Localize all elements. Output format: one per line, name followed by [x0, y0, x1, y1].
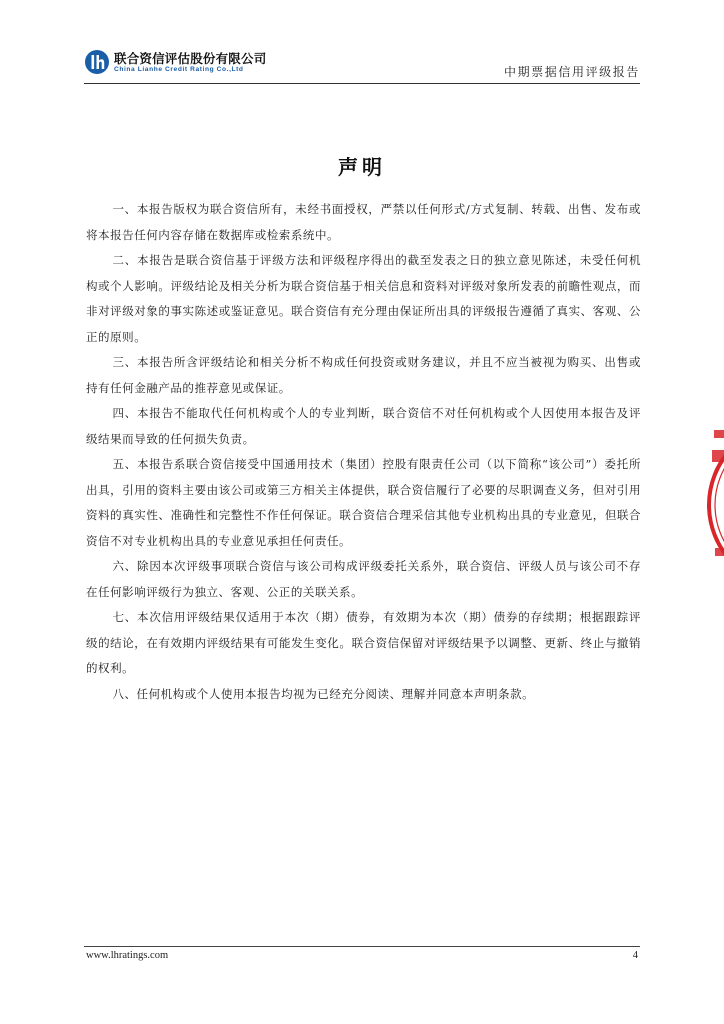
- red-seal-stamp-icon: [706, 420, 724, 590]
- declaration-item-6: 六、除因本次评级事项联合资信与该公司构成评级委托关系外，联合资信、评级人员与该公司不存在任何影响评级行为独立、客观、公正的关联关系。: [86, 559, 641, 599]
- declaration-item-2: 二、本报告是联合资信基于评级方法和评级程序得出的截至发表之日的独立意见陈述，未受任何机构或个人影响。评级结论及相关分析为联合资信基于相关信息和资料对评级对象所发表的前瞻性观点，而非对评级对象的事实陈述或鉴证意见。联合资信有充分理由保证所出具的评级报告遵循了真实、客观、公正的原则。: [86, 253, 641, 344]
- page-title: 声明: [338, 155, 386, 179]
- declaration-item-7: 七、本次信用评级结果仅适用于本次（期）债券，有效期为本次（期）债券的存续期；根据跟踪评级的结论，在有效期内评级结果有可能发生变化。联合资信保留对评级结果予以调整、更新、终止与撤销的权利。: [86, 610, 641, 675]
- page-header: [84, 46, 640, 86]
- declaration-item-4: 四、本报告不能取代任何机构或个人的专业判断，联合资信不对任何机构或个人因使用本报告及评级结果而导致的任何损失负责。: [86, 406, 641, 446]
- page-number: 4: [632, 950, 638, 961]
- header-divider: [84, 83, 640, 84]
- footer-divider: [84, 946, 640, 947]
- declaration-item-1: 一、本报告版权为联合资信所有，未经书面授权，严禁以任何形式/方式复制、转载、出售、发布或将本报告任何内容存储在数据库或检索系统中。: [86, 202, 641, 242]
- declaration-item-5: 五、本报告系联合资信接受中国通用技术（集团）控股有限责任公司（以下简称“该公司”）委托所出具，引用的资料主要由该公司或第三方相关主体提供，联合资信履行了必要的尽职调查义务，但对引用资料的真实性、准确性和完整性不作任何保证。联合资信合理采信其他专业机构出具的专业意见，但联合资信不对专业机构出具的专业意见承担任何责任。: [86, 457, 641, 548]
- company-name-cn: 联合资信评估股份有限公司: [114, 51, 267, 66]
- declaration-body: [86, 197, 641, 707]
- footer-website: www.lhratings.com: [86, 950, 169, 961]
- company-name-en: China Lianhe Credit Rating Co.,Ltd: [114, 66, 244, 73]
- lianhe-logo-icon: [84, 49, 110, 75]
- report-type-label: 中期票据信用评级报告: [503, 65, 640, 79]
- declaration-item-3: 三、本报告所含评级结论和相关分析不构成任何投资或财务建议，并且不应当被视为购买、出售或持有任何金融产品的推荐意见或保证。: [86, 355, 641, 395]
- declaration-item-8: 八、任何机构或个人使用本报告均视为已经充分阅读、理解并同意本声明条款。: [112, 686, 535, 701]
